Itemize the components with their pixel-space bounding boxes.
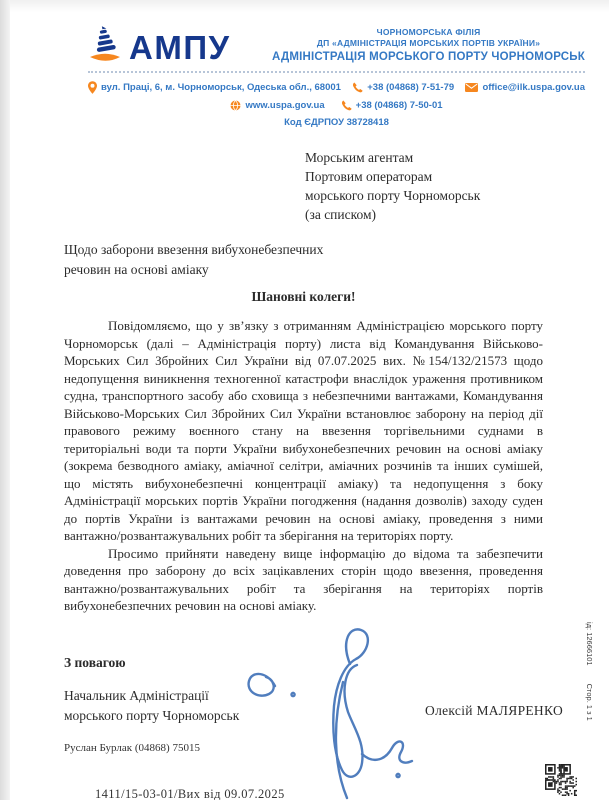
scan-edge-shadow — [0, 0, 10, 800]
org-branch-line: ЧОРНОМОРСЬКА ФІЛІЯ — [376, 26, 481, 37]
email-item — [465, 82, 585, 93]
signer-position-line: морського порту Чорноморськ — [64, 708, 240, 723]
phone-main-item — [352, 82, 454, 93]
org-enterprise-line: ДП «АДМІНІСТРАЦІЯ МОРСЬКИХ ПОРТІВ УКРАЇНИ» — [316, 38, 541, 48]
phone-secondary-item — [341, 100, 443, 111]
letter-body — [64, 317, 543, 615]
subject-line: Щодо заборони ввезення вибухонебезпечних — [64, 242, 324, 257]
subject-line: речовин на основі аміаку — [64, 261, 209, 277]
logo-wordmark: АМПУ — [129, 29, 231, 66]
contact-row-primary — [88, 81, 585, 94]
phone-main-text: +38 (04868) 7-51-79 — [367, 82, 455, 93]
website-item — [230, 100, 324, 111]
recipient-line: Морським агентам — [305, 150, 414, 165]
document-id: ід: 12666101 — [585, 622, 595, 666]
address-item — [88, 81, 341, 94]
envelope-icon — [465, 83, 478, 92]
recipient-block — [305, 148, 480, 224]
recipient-line: морського порту Чорноморськ — [305, 188, 481, 203]
contact-row-secondary — [88, 100, 585, 111]
body-paragraph: Просимо прийняти наведену вище інформацію до відома та забезпечити доведення про заборону до всіх зацікавлених сторін щодо ввезення, проведення вантажно/розвантажувальних робіт та зберігання на територіях портів вибухонебезпечних речовин на основі аміаку. — [64, 545, 543, 613]
closing-regards: З повагою — [64, 655, 126, 670]
document-side-metadata — [584, 622, 596, 752]
phone-icon — [341, 100, 352, 111]
signer-name: Олексій МАЛЯРЕНКО — [425, 703, 563, 718]
phone-icon — [352, 82, 363, 93]
letterhead-divider — [88, 71, 585, 73]
salutation: Шановні колеги! — [251, 289, 356, 304]
edrpou-code: Код ЄДРПОУ 38728418 — [284, 117, 389, 128]
body-paragraph: Повідомляємо, що у зв’язку з отриманням Адміністрацією морського порту Чорноморськ (далі – Адміністрація порту) листа від Командування Військово-Морських Сил Збройних Сил України від 07.07.2025 вих. №154/132/21573 щодо недопущення виникнення техногенної катастрофи внаслідок ураження противником судна, транспортного засобу або сховища з небезпечними вантажами, Командування Військово-Морських Сил Збройних Сил України встановлює заборону на період дії правового режиму воєнного стану на ввезення торгівельними суднами в територіальні води та порти України вибухонебезпечних речовин на основі аміаку (зокрема безводного аміаку, аміачної селітри, аміачних розчинів та інших сумішей, що містять вибухонебезпечні концентрації аміаку) та недопущення з боку Адміністрації морських портів України погодження (надання дозволів) заходу суден до портів України із вантажами речовин на основі аміаку, проведення з ними вантажно/розвантажувальних робіт та зберігання на територіях порту. — [64, 318, 543, 543]
recipient-line: (за списком) — [305, 207, 377, 222]
address-text: вул. Праці, 6, м. Чорноморськ, Одеська обл., 68001 — [101, 82, 341, 93]
phone-secondary-text: +38 (04868) 7-50-01 — [355, 100, 443, 111]
letterhead — [88, 26, 585, 128]
scan-top-shadow — [10, 0, 609, 12]
signer-position-line: Начальник Адміністрації — [64, 688, 209, 703]
org-port-line: АДМІНІСТРАЦІЯ МОРСЬКОГО ПОРТУ ЧОРНОМОРСЬК — [272, 51, 585, 64]
recipient-line: Портовим операторам — [305, 169, 433, 184]
ampu-logo — [88, 26, 231, 64]
page-count-label: Стор. 1 з 1 — [585, 683, 595, 721]
subject-block — [64, 240, 323, 279]
globe-icon — [230, 100, 241, 111]
lighthouse-icon — [88, 26, 122, 64]
signature-block — [64, 686, 565, 730]
outgoing-reference: 1411/15-03-01/Вих від 09.07.2025 — [95, 787, 285, 800]
executor-contact: Руслан Бурлак (04868) 75015 — [64, 742, 200, 754]
email-text: office@ilk.uspa.gov.ua — [482, 82, 585, 93]
location-pin-icon — [88, 81, 97, 94]
website-text: www.uspa.gov.ua — [245, 100, 325, 111]
organization-name — [272, 27, 585, 63]
qr-code — [545, 764, 577, 796]
